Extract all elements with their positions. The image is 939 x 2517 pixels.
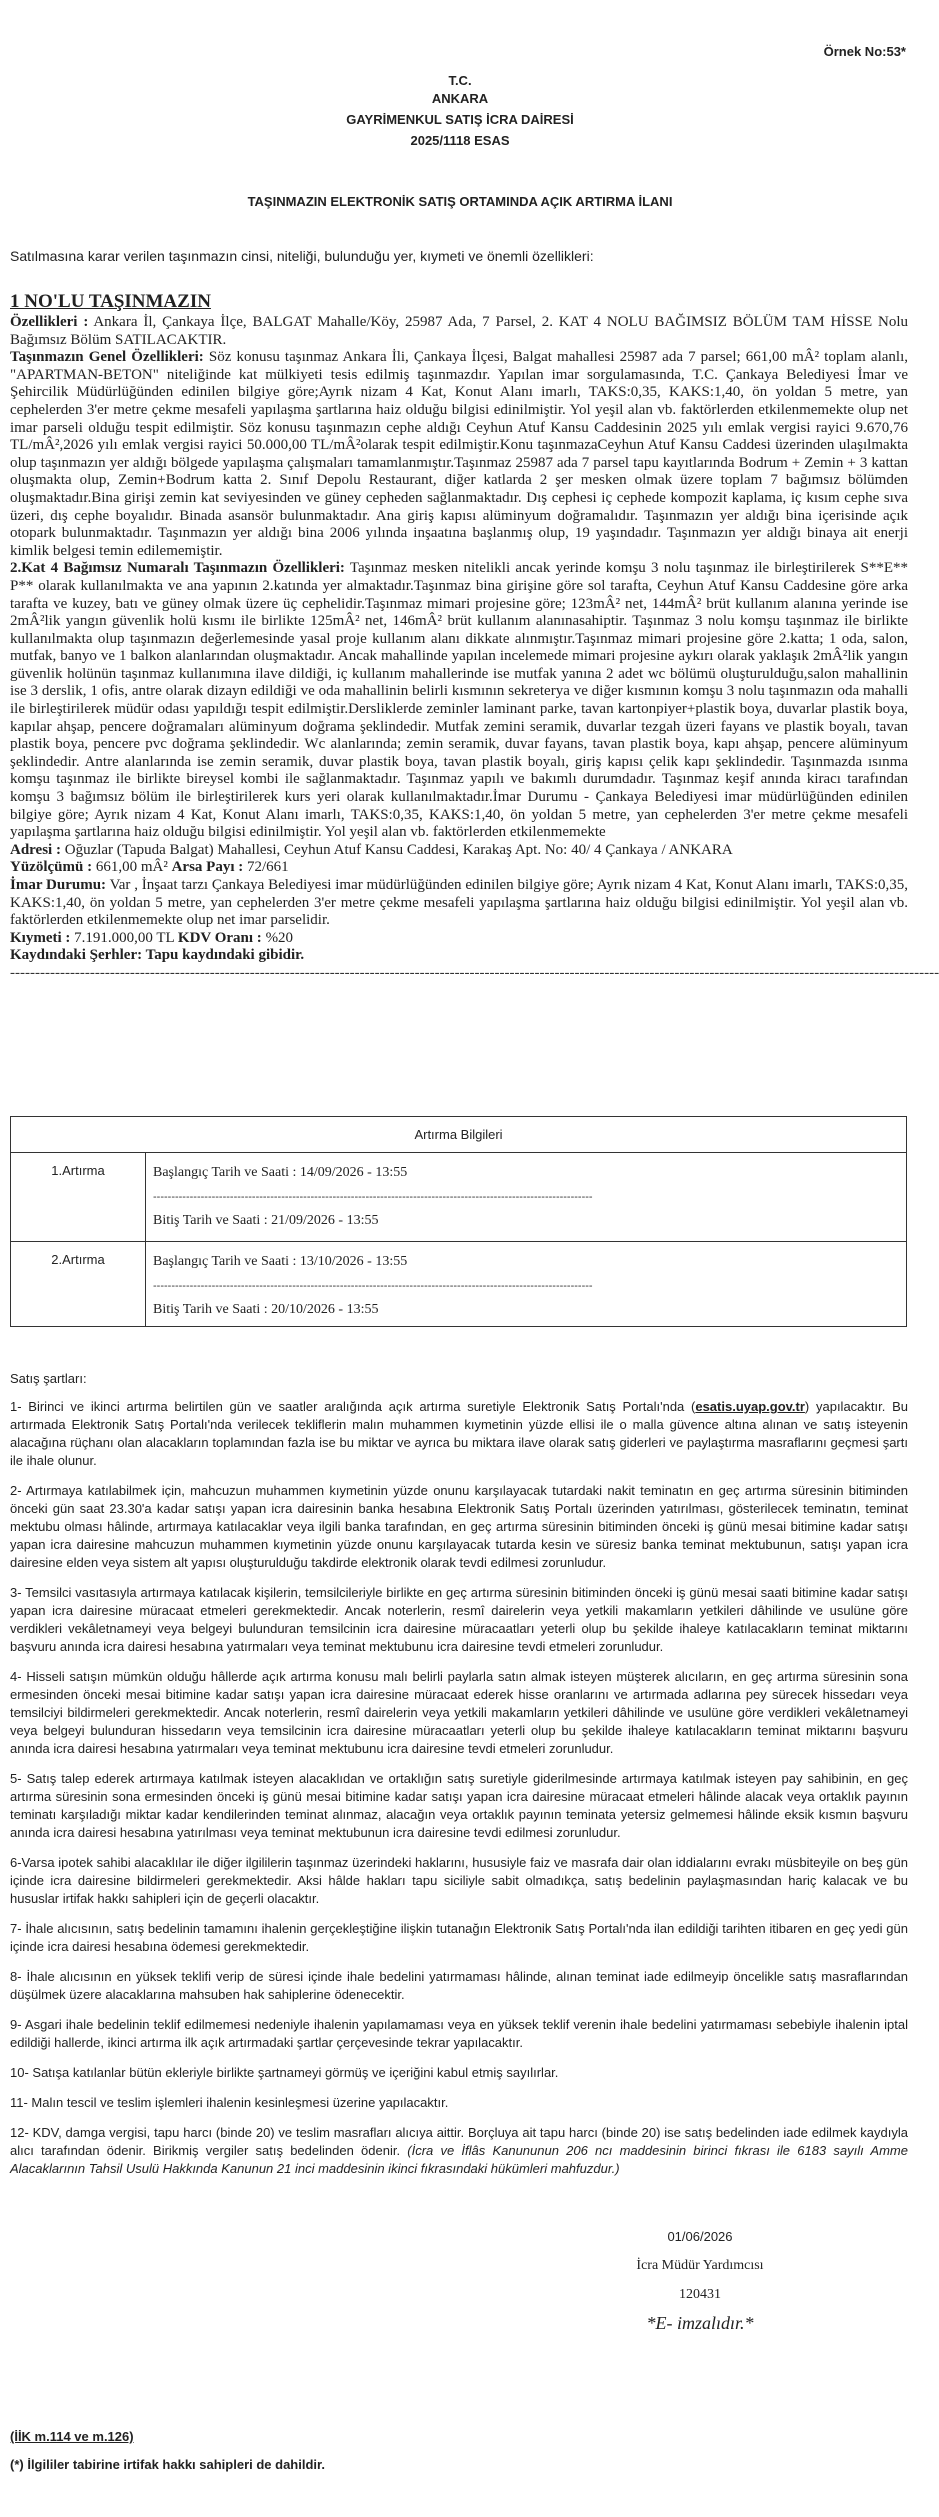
intro-text: Satılmasına karar verilen taşınmazın cinsi, niteliği, bulunduğu yer, kıymeti ve önemli özellikleri: — [10, 248, 594, 264]
auction-start: Başlangıç Tarih ve Saati : 14/09/2026 - 13:55 — [153, 1165, 408, 1180]
condition-item: 5- Satış talep ederek artırmaya katılmak isteyen alacaklıdan ve ortaklığın satış suretiyle giderilmesinde artırmaya katılmak isteyen pay sahibinin, en geç artırma süresinin sona ermesinden önceki iş günü mesai bitimine kadar satışı yapan icra dairesine müracaat etmeleri hâlinde alacak veya ortaklık payının teminatı karşıladığı miktar kadar kendilerinden teminat alınmaz, alacağın veya ortaklık payının teminata yetersiz gelmemesi hâlinde eksik kısmın başvuru anında icra dairesi hesabına yatırılması veya teminat mektubunun icra dairesine tevdi edilmesi zorunludur. — [10, 1771, 908, 1840]
page-title: TAŞINMAZIN ELEKTRONİK SATIŞ ORTAMINDA AÇIK ARTIRMA İLANI — [247, 194, 673, 209]
auction-table — [10, 1116, 907, 1327]
header-office: GAYRİMENKUL SATIŞ İCRA DAİRESİ — [346, 112, 574, 127]
e-signature: *E- imzalıdır.* — [646, 2313, 754, 2333]
auction-row-name: 1.Artırma — [11, 1153, 146, 1241]
condition-item: 11- Malın tescil ve teslim işlemleri ihalenin kesinleşmesi üzerine yapılacaktır. — [10, 2095, 449, 2110]
property-area: Yüzölçümü : 661,00 mÂ² Arsa Payı : 72/661 — [10, 859, 289, 876]
property-address: Adresi : Oğuzlar (Tapuda Balgat) Mahallesi, Ceyhun Atuf Kansu Caddesi, Karakaş Apt. No: 40/ 4 Çankaya / ANKARA — [10, 841, 733, 858]
condition-item: 2- Artırmaya katılabilmek için, mahcuzun muhammen kıymetinin yüzde onunu karşılayacak tutardaki nakit teminatın en geç artırma süresinin bitiminden önceki gün saat 23.30'a kadar satışı yapan icra dairesinin banka hesabına Elektronik Satış Portalı üzerinden yatırılması, gösterilecek teminatın, teminat mektubu olması hâlinde, artırmaya katılacaklar veya ilgili banka tarafından, en geç artırma süresinin bitiminden önceki iş günü mesai bitimine kadar satışı yapan icra dairesine mahcuzun muhammen kıymetinin yüzde onunu karşılayacak tutarda kesin ve süresiz banka teminat mektubunun, satışı yapan icra dairesine elden veya sistem alt yapısı oluşturulduğu takdirde elektronik olarak tevdi edilmesi zorunludur. — [10, 1483, 908, 1570]
auction-row — [11, 1242, 906, 1326]
header-file-no: 2025/1118 ESAS — [410, 133, 510, 148]
condition-item: 8- İhale alıcısının en yüksek teklifi verip de süresi içinde ihale bedelini yatırmaması hâlinde, alınan teminat iade edilmeyip öncelikle satış masraflarından düşülmek üzere alacaklarına mahsuben hak sahiplerine ödenecektir. — [10, 1969, 908, 2002]
header-city: ANKARA — [431, 91, 489, 106]
condition-item: 7- İhale alıcısının, satış bedelinin tamamını ihalenin gerçekleştiğine ilişkin tutanağın Elektronik Satış Portalı'nda ilan edildiği tarihten itibaren en geç yedi gün içinde icra dairesi hesabına ödemesi gerekmektedir. — [10, 1921, 908, 1954]
property-section — [10, 290, 939, 983]
signature-role: İcra Müdür Yardımcısı — [636, 2258, 764, 2273]
auction-end: Bitiş Tarih ve Saati : 20/10/2026 - 13:55 — [153, 1302, 379, 1317]
footer-note: (*) İlgililer tabirine irtifak hakkı sahipleri de dahildir. — [10, 2457, 325, 2472]
property-value: Kıymeti : 7.191.000,00 TL KDV Oranı : %20 — [10, 929, 294, 946]
divider: ------------------------------------------------------------------------------------------------------------------------------------------------------------------------------------------ — [10, 964, 939, 981]
auction-table-title: Artırma Bilgileri — [11, 1117, 906, 1153]
property-heading: 1 NO'LU TAŞINMAZIN — [10, 291, 211, 312]
condition-item: 12- KDV, damga vergisi, tapu harcı (binde 20) ve teslim masrafları alıcıya aittir. Borçluya ait tapu harcı (binde 20) ise satış bedelinden iade edilmek kaydıyla alıcı tarafından ödenir. Birikmiş vergiler satış bedelinden ödenir. (İcra ve İflâs Kanununun 206 ncı maddesinin birinci fıkrası ile 6183 sayılı Amme Alacaklarının Tahsil Usulü Hakkında Kanunun 21 inci maddesinin ikinci fıkrasındaki hükümleri mahfuzdur.) — [10, 2125, 908, 2176]
property-features: Özellikleri : Ankara İl, Çankaya İlçe, BALGAT Mahalle/Köy, 25987 Ada, 7 Parsel, 2. KAT 4 NOLU BAĞIMSIZ BÖLÜM TAM HİSSE Nolu Bağımsız Bölüm SATILACAKTIR. — [10, 314, 908, 348]
property-floor: 2.Kat 4 Bağımsız Numaralı Taşınmazın Özellikleri: Taşınmaz mesken nitelikli ancak yerinde komşu 3 nolu taşınmaz ile birleştirilerek S**E** P** olarak kullanılmakta ve ana yapının 2.katında yer almaktadır.Taşınmaz bina girişine göre sol tarafta, Ceyhun Atuf Kansu Caddesine göre arka tarafta ve kuzey, batı ve güney olmak üzere üç cephelidir.Taşınmaz mimari projesine göre; 123mÂ² net, 144mÂ² brüt kullanım alanına yerinde ise 2mÂ²lik yangın güvenlik holü kısmı ile birlikte 125mÂ² net, 146mÂ² brüt kullanım alanınasahiptir. Taşınmaz 3 nolu komşu taşınmaz ile birlikte kullanılmakta olup taşınmazın değerlemesinde yasal proje kullanım alanı dikkate alınmıştır.Taşınmaz mimari projesine göre 2.katta; 1 oda, salon, mutfak, banyo ve 1 balkon alanlarından oluşmaktadır. Ancak mahallinde yapılan incelemede mimari projesine aykırı olarak yaklaşık 2mÂ²lik yangın güvenlik holünün taşınmaz kullanımına ilave dildiği, iç kullanım mahallerinde ise mutfak yanına 2 adet wc bölümü oluşturulduğu,salon mahallinin ise 3 derslik, 1 ofis, antre olarak dizayn edildiği ve oda mahallinin belirli kısmının sekreterya ve diğer kısmının komşu 3 nolu taşınmazın oda mahalli ile birleştirilerek müdür odası yapıldığı tespit edilmiştir.Dersliklerde zeminler laminant parke, tavan kartonpiyer+plastik boya, duvarlar plastik boya, kapılar ahşap, pencere doğramaları alüminyum doğrama şeklindedir. Mutfak zemini seramik, duvarlar tezgah üzeri fayans ve plastik boyalı, tavan plastik boya, pencere pvc doğrama şeklindedir. Wc alanlarında; zemin seramik, duvar fayans, tavan plastik boya, kapı ahşap, pencere alüminyum şeklindedir. Antre alanlarında ise zemin seramik, duvar plastik boya, tavan plastik boyalı, giriş kapısı çelik kapı şeklindedir. Taşınmazda ısınma komşu taşınmaz ile birlikte bireysel kombi ile sağlanmaktadır. Taşınmaz yapılı ve bakımlı durumdadır. Taşınmaz keşif anında kiracı tarafından komşu 3 bağımsız bölüm ile birleştirilerek kurs yeri olarak kullanılmaktadır.İmar Durumu - Çankaya Belediyesi imar müdürlüğünden edinilen bilgiye göre; Ayrık nizam 4 Kat, Konut Alanı imarlı, TAKS:0,35, KAKS:1,40, ön yoldan 5 metre, yan cephelerden 3'er metre çekme mesafeli yapılaşma şartlarına haiz olduğu bilgisi edinilmiştir. Yol yeşil alan vb. faktörlerden etkilenmemekte — [10, 560, 908, 841]
conditions-title: Satış şartları: — [10, 1371, 87, 1386]
property-zoning: İmar Durumu: Var , İnşaat tarzı Çankaya Belediyesi imar müdürlüğünden edinilen bilgiye göre; Ayrık nizam 4 Kat, Konut Alanı imarlı, TAKS:0,35, KAKS:1,40, ön yoldan 5 metre, yan cephelerden 3'er metre çekme mesafeli yapılaşma şartlarına haiz olduğu bilgisi edinilmiştir. Yol yeşil alan vb. faktörlerden etkilenmemekte olup net imar parselidir. — [10, 877, 908, 929]
header-tc: T.C. — [448, 73, 472, 88]
signature-id: 120431 — [679, 2287, 721, 2302]
condition-item: 9- Asgari ihale bedelinin teklif edilmemesi nedeniyle ihalenin yapılamaması veya en yüksek teklif verenin ihale bedelini yatırmaması sebebiyle ihalenin iptal edildiği hallerde, ikinci artırma ilk açık artırmadaki şartlar çerçevesinde tekrar yapılacaktır. — [10, 2017, 908, 2050]
form-number: Örnek No:53* — [823, 44, 906, 59]
conditions-list — [10, 1398, 908, 2190]
divider: ------------------------------------------------------------------------------------------------------------------------ — [153, 1191, 593, 1203]
condition-item: 4- Hisseli satışın mümkün olduğu hâllerde açık artırma konusu malı belirli paylarla satın almak isteyen müşterek alıcıların, en geç artırma süresinin sona ermesinden önceki mesai bitimine kadar satışı yapan icra dairesine müracaat ederek hisse oranlarını ve artırmada adlarına pey sürecek hissedarı veya temsilciyi bildirmeleri gerekmektedir. Ancak noterlerin, resmî dairelerin veya yetkili makamların yetkileri dâhilinde ve usulüne göre verdikleri vekâletnameyi veya belgeyi bulunduran hissedarın veya temsilcinin icra dairesine müracaatları yeterli olup bu şekilde ihaleye katılacakların teminat miktarını başvuru anında icra dairesi hesabına yatırmaları veya teminat mektubunu icra dairesine tevdi etmeleri zorunludur. — [10, 1669, 908, 1756]
signature-date: 01/06/2026 — [667, 2229, 733, 2244]
footer-reference: (İİK m.114 ve m.126) — [10, 2429, 134, 2444]
signature-block — [600, 2222, 800, 2338]
condition-item: 6-Varsa ipotek sahibi alacaklılar ile diğer ilgililerin taşınmaz üzerindeki haklarını, hususiyle faiz ve masrafa dair olan iddialarını evrakı müsbiteyile on beş gün içinde icra dairesine bildirmeleri gerekmektedir. Aksi hâlde hakları tapu siciliyle sabit olmadıkça, satış bedelinin paylaşmasından hariç kalacak ve bu hususlar irtifak hakkı sahipleri için de geçerli olacaktır. — [10, 1855, 908, 1906]
divider: ------------------------------------------------------------------------------------------------------------------------ — [153, 1280, 593, 1292]
property-terms: Kaydındaki Şerhler: Tapu kaydındaki gibidir. — [10, 947, 305, 964]
auction-row-name: 2.Artırma — [11, 1242, 146, 1326]
auction-row — [11, 1153, 906, 1242]
esatis-link[interactable]: esatis.uyap.gov.tr — [695, 1399, 805, 1414]
auction-start: Başlangıç Tarih ve Saati : 13/10/2026 - 13:55 — [153, 1254, 408, 1269]
condition-item: 10- Satışa katılanlar bütün ekleriyle birlikte şartnameyi görmüş ve içeriğini kabul etmiş sayılırlar. — [10, 2065, 559, 2080]
condition-item: 1- Birinci ve ikinci artırma belirtilen gün ve saatler aralığında açık artırma suretiyle Elektronik Satış Portalı'nda (esatis.uyap.gov.tr) yapılacaktır. Bu artırmada Elektronik Satış Portalı'nda verilecek tekliflerin malın muhammen kıymetinin yüzde ellisi ile o malla güvence altına alınan ve satış isteyenin alacağına rüçhanı olan alacakların toplamından fazla ise bu miktar ve ayrıca bu miktara ilave olarak satış giderleri ve paylaştırma masraflarını geçmesi şartı ile ihale olunur. — [10, 1399, 908, 1468]
auction-end: Bitiş Tarih ve Saati : 21/09/2026 - 13:55 — [153, 1213, 379, 1228]
condition-item: 3- Temsilci vasıtasıyla artırmaya katılacak kişilerin, temsilcileriyle birlikte en geç artırma süresinin bitiminden önceki iş günü mesai saati bitimine kadar satışı yapan icra dairesine müracaat etmeleri gerekmektedir. Ancak noterlerin, resmî dairelerin veya yetkili makamların yetkileri dâhilinde ve usulüne göre verdikleri vekâletnameyi veya belgeyi bulunduran temsilcinin icra dairesine müracaatları yeterli olup bu şekilde ihaleye katılacakların teminat miktarını başvuru anında icra dairesi hesabına yatırmaları veya teminat mektubunu icra dairesine tevdi etmeleri zorunludur. — [10, 1585, 908, 1654]
footer — [10, 2423, 325, 2479]
property-general: Taşınmazın Genel Özellikleri: Söz konusu taşınmaz Ankara İli, Çankaya İlçesi, Balgat mahallesi 25987 ada 7 parsel; 661,00 mÂ² toplam alanlı, "APARTMAN-BETON" niteliğinde kat mülkiyeti tesis edilmiş taşınmazdır. Yapılan imar sorgulamasında, T.C. Çankaya Belediyesi İmar ve Şehircilik Müdürlüğünden edinilen bilgiye göre;Ayrık nizam 4 Kat, Konut Alanı imarlı, TAKS:0,35, KAKS:1,40, ön yoldan 5 metre, yan cephelerden 3'er metre çekme mesafeli yapılaşma şartlarına haiz olduğu bilgisi edinilmiştir. Yol yeşil alan vb. faktörlerden etkilenmemekte olup net imar parseli olduğu tespit edilmiştir. Söz konusu taşınmazın cephe aldığı Ceyhun Atuf Kansu Caddesinin 2025 yılı emlak vergisi rayici 9.670,76 TL/mÂ²,2026 yılı emlak vergisi rayici 50.000,00 TL/mÂ²olarak tespit edilmiştir.Konu taşınmazaCeyhun Atuf Kansu Caddesi üzerinden ulaşılmakta olup taşınmazın yer aldığı bölgede yapılaşma çalışmaları tamamlanmıştır.Taşınmaz 25987 ada 7 parsel tapu kayıtlarında Bodrum + Zemin + 3 kattan oluşmakta olup, Zemin+Bodrum katta 2. Sınıf Depolu Restaurant, diğer katlarda 2 şer mesken olmak üzere toplam 7 bağımsız bölümden oluşmaktadır.Bina girişi zemin kat seviyesinden ve güney cepheden sağlanmaktadır. Dış cephesi iç cephede kompozit kaplama, iç kısım cephe sıva üzeri, dış cephe boyalıdır. Binada asansör bulunmaktadır. Ana giriş kapısı alüminyum doğramalıdır. Taşınmazın yer aldığı bina içerisinde açık otopark bulunmaktadır. Taşınmazın yer aldığı bina 2006 yılında inşaatına başlanmış olup, 19 yaşındadır. Taşınmazın yer aldığı binaya ait enerji kimlik belgesi temin edilememiştir. — [10, 349, 909, 559]
